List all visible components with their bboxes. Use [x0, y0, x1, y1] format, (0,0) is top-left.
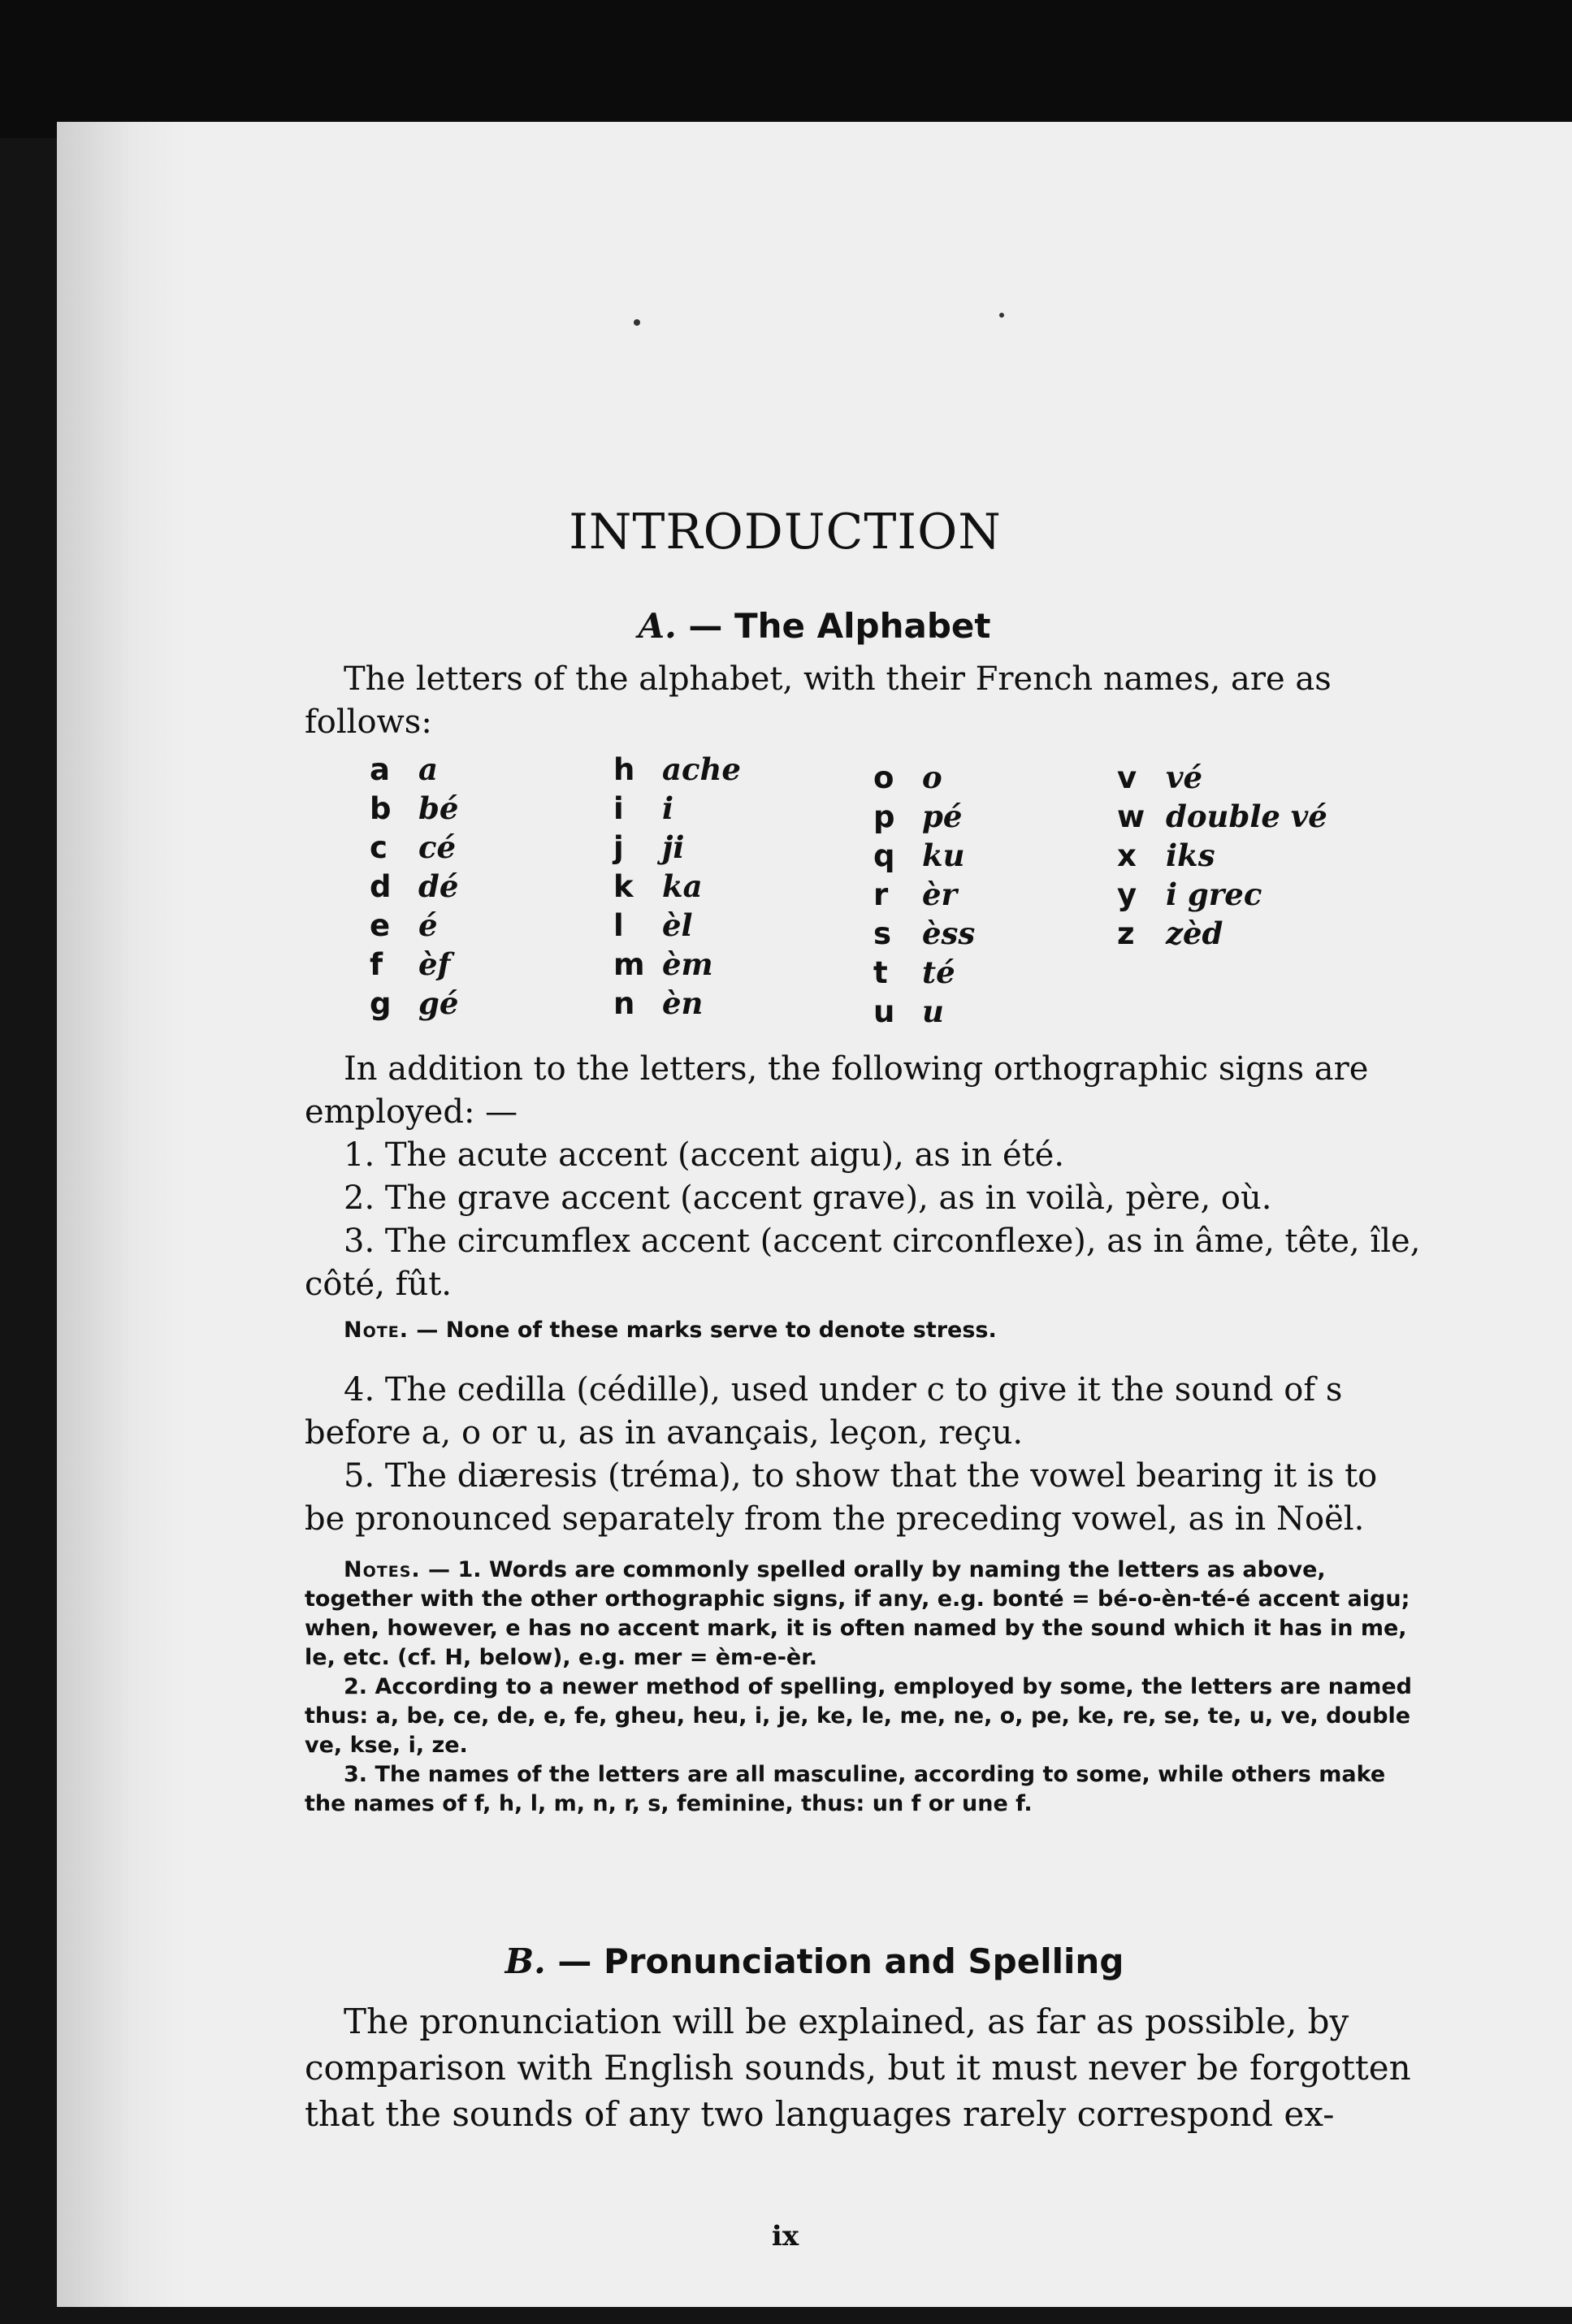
- letter-french-name: èn: [662, 985, 704, 1021]
- letter-french-name: zèd: [1166, 915, 1223, 951]
- letter-french-name: èm: [662, 946, 713, 982]
- letter-french-name: èl: [662, 907, 693, 943]
- letter: u: [873, 994, 895, 1029]
- letter: p: [873, 799, 895, 834]
- letter: q: [873, 838, 895, 873]
- letter: d: [370, 869, 392, 904]
- alphabet-entry: [873, 993, 975, 1032]
- letter-french-name: ji: [662, 829, 685, 865]
- letter: v: [1117, 760, 1137, 795]
- letter: t: [873, 955, 888, 990]
- alphabet-entry: [613, 868, 741, 907]
- letter: z: [1117, 916, 1135, 951]
- section-b-title: Pronunciation and Spelling: [603, 1941, 1124, 1981]
- letter-french-name: dé: [418, 868, 459, 904]
- alphabet-entry: [370, 790, 458, 829]
- alphabet-entry: [613, 907, 741, 946]
- letter-french-name: èr: [922, 876, 958, 912]
- section-b-heading: [57, 1941, 1572, 1981]
- letter-french-name: o: [922, 760, 942, 795]
- book-page: [57, 122, 1572, 2307]
- pronunciation-text: The pronunciation will be explained, as far as possible, by comparison with English sounds, but it must never be forgotten that the sounds of any two languages rarely correspond ex-: [305, 2002, 1411, 2134]
- letter: x: [1117, 838, 1137, 873]
- letter-french-name: èf: [418, 946, 451, 982]
- sign-item: 5. The diæresis (tréma), to show that the vowel bearing it is to be pronounced separately from the preceding vowel, as in Noël.: [305, 1457, 1378, 1538]
- letter: m: [613, 947, 645, 982]
- letter: e: [370, 908, 391, 943]
- note-stress: Note. — None of these marks serve to denote stress.: [344, 1318, 997, 1343]
- page-title: INTRODUCTION: [569, 504, 1002, 560]
- letter-french-name: iks: [1166, 837, 1215, 873]
- alphabet-entry: [1117, 798, 1327, 837]
- alphabet-entry: [1117, 837, 1327, 876]
- section-a-heading: [57, 606, 1572, 646]
- sign-item: 1. The acute accent (accent aigu), as in été.: [344, 1136, 1065, 1174]
- letter: y: [1117, 877, 1137, 912]
- letter: c: [370, 830, 388, 865]
- dust-speck: [634, 319, 640, 326]
- section-a-letter: A.: [638, 606, 677, 646]
- letter-french-name: é: [418, 907, 438, 943]
- alphabet-entry: [1117, 760, 1327, 798]
- alphabet-intro-text: The letters of the alphabet, with their French names, are as follows:: [305, 660, 1332, 741]
- alphabet-entry: [613, 946, 741, 985]
- alphabet-entry: [370, 868, 458, 907]
- page-number: ix: [771, 2220, 799, 2253]
- letter: f: [370, 947, 383, 982]
- dust-speck: [999, 313, 1004, 318]
- letter-french-name: double vé: [1166, 798, 1327, 834]
- letter: r: [873, 877, 889, 912]
- alphabet-entry: [613, 790, 741, 829]
- letter-french-name: i grec: [1166, 876, 1262, 912]
- alphabet-entry: [873, 876, 975, 915]
- letter: j: [613, 830, 624, 865]
- letter: w: [1117, 799, 1145, 834]
- alphabet-entry: [370, 907, 458, 946]
- signs-intro-text: In addition to the letters, the following orthographic signs are employed: —: [305, 1050, 1369, 1131]
- alphabet-entry: [873, 915, 975, 954]
- note-2: 2. According to a newer method of spelling, employed by some, the letters are named thus: a, be, ce, de, e, fe, gheu, heu, i, je, ke, le, me, ne, o, pe, ke, re, se, te, u, ve, double ve, kse, i, ze.: [305, 1674, 1412, 1758]
- section-a-title: The Alphabet: [734, 606, 991, 646]
- sign-item: 3. The circumflex accent (accent circonflexe), as in âme, tête, île, côté, fût.: [305, 1223, 1421, 1303]
- signs-intro: [305, 1048, 1426, 1134]
- letter: n: [613, 986, 635, 1021]
- sign-item: 4. The cedilla (cédille), used under c to give it the sound of s before a, o or u, as in avançais, leçon, reçu.: [305, 1371, 1343, 1452]
- letter-french-name: ka: [662, 868, 703, 904]
- letter: k: [613, 869, 634, 904]
- alphabet-entry: [370, 751, 458, 790]
- letter: b: [370, 791, 392, 826]
- letter-french-name: cé: [418, 829, 457, 865]
- alphabet-column: [370, 751, 458, 1024]
- alphabet-entry: [1117, 876, 1327, 915]
- alphabet-column: [613, 751, 741, 1024]
- letter-french-name: ku: [922, 837, 965, 873]
- letter-french-name: a: [418, 751, 438, 787]
- letter-french-name: èss: [922, 915, 976, 951]
- alphabet-column: [873, 760, 975, 1032]
- letter: o: [873, 760, 894, 795]
- alphabet-entry: [873, 760, 975, 798]
- alphabet-entry: [873, 837, 975, 876]
- alphabet-entry: [370, 946, 458, 985]
- letter-french-name: vé: [1166, 760, 1203, 795]
- pronunciation-paragraph: [305, 1998, 1426, 2137]
- letter-french-name: ache: [662, 751, 741, 787]
- alphabet-entry: [613, 829, 741, 868]
- alphabet-entry: [613, 751, 741, 790]
- section-b-sep: —: [545, 1941, 604, 1981]
- scan-dark-border: [0, 0, 1572, 138]
- alphabet-intro: [305, 658, 1426, 744]
- alphabet-entry: [1117, 915, 1327, 954]
- letter-french-name: bé: [418, 790, 459, 826]
- section-b-letter: B.: [505, 1941, 546, 1981]
- notes-block: [305, 1556, 1426, 1819]
- letter: l: [613, 908, 624, 943]
- letter-french-name: i: [662, 790, 674, 826]
- letter-french-name: u: [922, 993, 944, 1029]
- alphabet-entry: [613, 985, 741, 1024]
- alphabet-entry: [370, 829, 458, 868]
- letter: a: [370, 752, 390, 787]
- note-3: 3. The names of the letters are all masculine, according to some, while others make the names of f, h, l, m, n, r, s, feminine, thus: un f or une f.: [305, 1762, 1386, 1816]
- letter: h: [613, 752, 635, 787]
- alphabet-entry: [873, 954, 975, 993]
- sign-item: 2. The grave accent (accent grave), as in voilà, père, où.: [344, 1179, 1272, 1217]
- letter: i: [613, 791, 624, 826]
- note-1: Notes. — 1. Words are commonly spelled orally by naming the letters as above, together with the other orthographic signs, if any, e.g. bonté = bé-o-èn-té-é accent aigu; when, however, e has no accent mark, it is often named by the sound which it has in me, le, etc. (cf. H, below), e.g. mer = èm-e-èr.: [305, 1557, 1410, 1670]
- letter-french-name: pé: [922, 798, 963, 834]
- letter: s: [873, 916, 892, 951]
- alphabet-entry: [370, 985, 458, 1024]
- alphabet-entry: [873, 798, 975, 837]
- section-a-sep: —: [676, 606, 734, 646]
- letter-french-name: té: [922, 954, 955, 990]
- letter-french-name: gé: [418, 985, 459, 1021]
- letter: g: [370, 986, 392, 1021]
- alphabet-column: [1117, 760, 1327, 954]
